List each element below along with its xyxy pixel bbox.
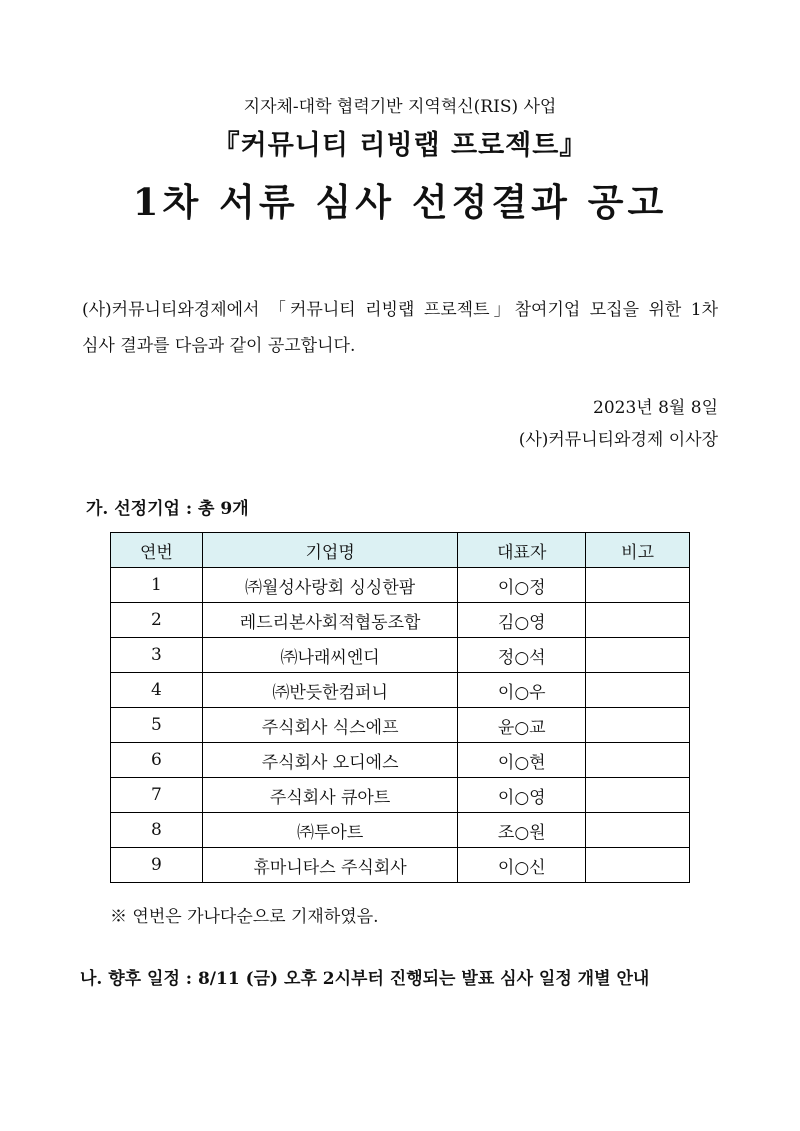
cell-number: 8 [111,813,203,848]
cell-number: 6 [111,743,203,778]
cell-company: ㈜투아트 [202,813,458,848]
cell-representative: 이○영 [458,778,586,813]
cell-remarks [586,638,690,673]
cell-remarks [586,813,690,848]
cell-remarks [586,673,690,708]
cell-remarks [586,603,690,638]
cell-company: ㈜나래씨엔디 [202,638,458,673]
table-row [111,813,690,848]
table-footnote: ※ 연번은 가나다순으로 기재하였음. [110,907,379,927]
cell-remarks [586,568,690,603]
cell-company: 주식회사 큐아트 [202,778,458,813]
table-row [111,708,690,743]
table-row [111,673,690,708]
table-row [111,743,690,778]
intro-paragraph: (사)커뮤니티와경제에서 「커뮤니티 리빙랩 프로젝트」참여기업 모집을 위한 1차 심사 결과를 다음과 같이 공고합니다. [82,300,718,356]
cell-number: 4 [111,673,203,708]
announcement-title: 1차 서류 심사 선정결과 공고 [132,180,668,224]
table-row [111,568,690,603]
col-header-representative: 대표자 [458,533,586,568]
cell-company: 주식회사 식스에프 [202,708,458,743]
cell-representative: 이○정 [458,568,586,603]
cell-representative: 이○신 [458,848,586,883]
project-subtitle: 지자체-대학 협력기반 지역혁신(RIS) 사업 [243,97,557,117]
cell-company: 주식회사 오디에스 [202,743,458,778]
cell-number: 7 [111,778,203,813]
table-header-row [111,533,690,568]
cell-representative: 정○석 [458,638,586,673]
col-header-remarks: 비고 [586,533,690,568]
section-upcoming-schedule: 나. 향후 일정 : 8/11 (금) 오후 2시부터 진행되는 발표 심사 일정 개별 안내 [80,969,650,989]
cell-representative: 이○우 [458,673,586,708]
cell-company: 레드리본사회적협동조합 [202,603,458,638]
cell-representative: 김○영 [458,603,586,638]
cell-company: 휴마니타스 주식회사 [202,848,458,883]
project-title: 『커뮤니티 리빙랩 프로젝트』 [212,130,588,161]
cell-representative: 윤○교 [458,708,586,743]
cell-remarks [586,743,690,778]
table-row [111,848,690,883]
table-row [111,603,690,638]
col-header-company: 기업명 [202,533,458,568]
issuer-signature: (사)커뮤니티와경제 이사장 [518,430,718,450]
cell-number: 9 [111,848,203,883]
cell-number: 1 [111,568,203,603]
cell-number: 5 [111,708,203,743]
cell-company: ㈜반듯한컴퍼니 [202,673,458,708]
table-row [111,638,690,673]
section-selected-companies: 가. 선정기업 : 총 9개 [86,499,249,519]
cell-company: ㈜월성사랑회 싱싱한팜 [202,568,458,603]
announcement-date: 2023년 8월 8일 [593,398,718,418]
selected-companies-table [110,532,690,883]
cell-number: 2 [111,603,203,638]
cell-remarks [586,848,690,883]
table-row [111,778,690,813]
cell-remarks [586,708,690,743]
col-header-number: 연번 [111,533,203,568]
cell-number: 3 [111,638,203,673]
cell-representative: 이○현 [458,743,586,778]
cell-representative: 조○원 [458,813,586,848]
cell-remarks [586,778,690,813]
